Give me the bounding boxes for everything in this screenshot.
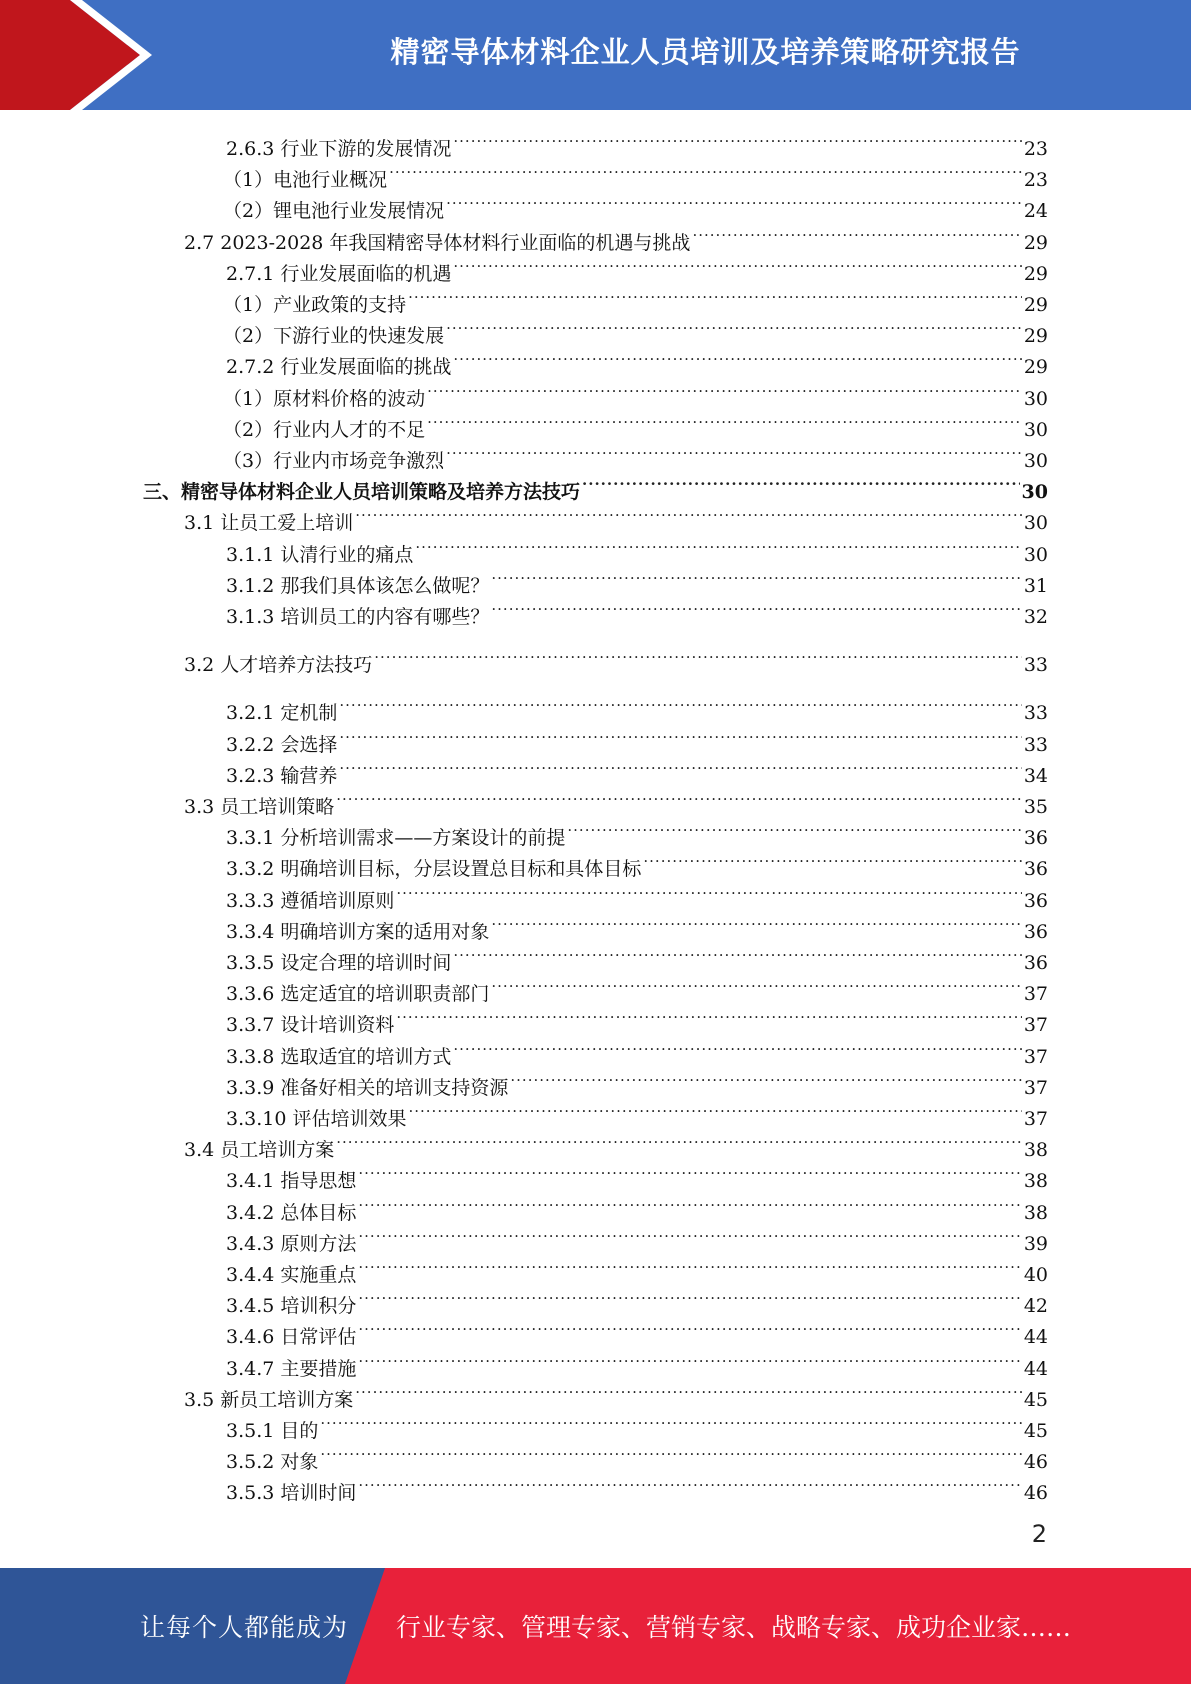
- toc-dot-leader: [389, 158, 1022, 186]
- toc-dot-leader: [320, 1440, 1021, 1468]
- toc-entry[interactable]: [223, 408, 1048, 441]
- toc-entry[interactable]: [184, 785, 1048, 818]
- toc-entry[interactable]: [184, 1128, 1048, 1162]
- toc-entry[interactable]: [226, 847, 1048, 881]
- toc-entry-page: 33: [1023, 702, 1048, 725]
- toc-entry-title: 3.3.5 设定合理的培训时间: [226, 952, 452, 974]
- toc-entry-title: 3.3.10 评估培训效果: [226, 1108, 407, 1130]
- toc-entry-page: 44: [1023, 1357, 1048, 1380]
- toc-entry-title: 3.4.2 总体目标: [226, 1201, 357, 1224]
- toc-dot-leader: [453, 345, 1021, 373]
- toc-entry[interactable]: [226, 1003, 1048, 1037]
- toc-dot-leader: [491, 972, 1021, 1000]
- toc-entry-page: 46: [1023, 1451, 1048, 1474]
- toc-entry-title: （1）电池行业概况: [223, 169, 388, 192]
- toc-entry-title: 3.4.3 原则方法: [226, 1232, 357, 1255]
- toc-entry[interactable]: [226, 972, 1048, 1006]
- toc-entry-title: 2.7 2023-2028 年我国精密导体材料行业面临的机遇与挑战: [184, 231, 691, 254]
- toc-entry-page: 37: [1023, 1014, 1048, 1037]
- toc-entry[interactable]: [226, 1097, 1048, 1130]
- toc-entry-page: 30: [1023, 512, 1048, 535]
- toc-entry-title: 3.3.4 明确培训方案的适用对象: [226, 920, 490, 943]
- toc-entry[interactable]: [226, 1440, 1048, 1474]
- toc-entry-title: （2）下游行业的快速发展: [223, 325, 445, 348]
- page-footer: [0, 1568, 1191, 1684]
- toc-entry[interactable]: [226, 564, 1048, 597]
- toc-entry-title: （1）产业政策的支持: [223, 294, 407, 316]
- toc-dot-leader: [692, 221, 1021, 249]
- toc-entry-title: 3.3.6 选定适宜的培训职责部门: [226, 983, 490, 1006]
- toc-entry-page: 45: [1023, 1388, 1048, 1411]
- toc-entry[interactable]: [226, 1066, 1048, 1099]
- toc-dot-leader: [491, 564, 1021, 592]
- toc-entry-title: 3.4.6 日常评估: [226, 1326, 357, 1349]
- toc-entry[interactable]: [226, 1315, 1048, 1349]
- toc-entry[interactable]: [184, 221, 1048, 254]
- toc-entry-page: 37: [1023, 1108, 1048, 1130]
- toc-entry-page: 29: [1023, 325, 1048, 348]
- toc-dot-leader: [355, 501, 1022, 529]
- toc-dot-leader: [358, 1315, 1021, 1343]
- toc-entry[interactable]: [226, 1347, 1048, 1380]
- toc-dot-leader: [358, 1222, 1021, 1250]
- toc-entry-title: （3）行业内市场竞争激烈: [223, 450, 445, 472]
- toc-entry[interactable]: [226, 691, 1048, 725]
- toc-entry-page: 29: [1023, 294, 1048, 316]
- toc-entry-page: 36: [1023, 858, 1048, 881]
- toc-dot-leader: [358, 1159, 1021, 1187]
- toc-entry-page: 36: [1023, 920, 1048, 943]
- toc-entry[interactable]: [226, 723, 1048, 756]
- toc-entry-title: 3.1.3 培训员工的内容有哪些？: [226, 606, 490, 628]
- toc-entry-title: 3.1.2 那我们具体该怎么做呢？: [226, 574, 490, 597]
- toc-dot-leader: [320, 1409, 1021, 1437]
- toc-entry-page: 30: [1023, 450, 1048, 472]
- toc-entry-page: 38: [1023, 1201, 1048, 1224]
- toc-entry-page: 32: [1023, 606, 1048, 628]
- toc-entry-title: 3.3.1 分析培训需求——方案设计的前提: [226, 827, 566, 850]
- document-title: 精密导体材料企业人员培训及培养策略研究报告: [390, 34, 1021, 69]
- toc-dot-leader: [339, 723, 1021, 751]
- toc-entry-title: 3.4.4 实施重点: [226, 1264, 357, 1286]
- toc-entry-page: 23: [1023, 138, 1048, 160]
- toc-entry-title: 3.4.1 指导思想: [226, 1170, 357, 1193]
- toc-entry[interactable]: [226, 941, 1048, 974]
- toc-dot-leader: [453, 252, 1021, 280]
- toc-entry-page: 40: [1023, 1264, 1048, 1286]
- toc-dot-leader: [446, 439, 1022, 467]
- toc-dot-leader: [446, 314, 1022, 342]
- toc-entry[interactable]: [226, 879, 1048, 912]
- toc-entry[interactable]: [226, 252, 1048, 285]
- toc-dot-leader: [358, 1253, 1021, 1281]
- toc-dot-leader: [453, 941, 1021, 969]
- toc-entry-title: （2）锂电池行业发展情况: [223, 200, 445, 223]
- toc-entry[interactable]: [226, 1284, 1048, 1318]
- toc-entry-title: 3.3.7 设计培训资料: [226, 1014, 395, 1037]
- toc-entry-page: 37: [1023, 983, 1048, 1006]
- toc-entry[interactable]: [226, 1159, 1048, 1193]
- toc-entry-title: 3.5.3 培训时间: [226, 1482, 357, 1505]
- toc-entry[interactable]: [226, 533, 1048, 566]
- toc-dot-leader: [567, 816, 1021, 844]
- toc-entry-page: 42: [1023, 1295, 1048, 1318]
- page-header: [0, 0, 1191, 110]
- toc-entry-title: （1）原材料价格的波动: [223, 387, 426, 410]
- toc-entry-page: 45: [1023, 1420, 1048, 1442]
- toc-entry[interactable]: [226, 345, 1048, 379]
- toc-entry-title: 2.6.3 行业下游的发展情况: [226, 138, 452, 160]
- toc-entry-title: 3.1 让员工爱上培训: [184, 512, 354, 535]
- toc-entry[interactable]: [226, 127, 1048, 160]
- toc-dot-leader: [396, 1003, 1021, 1031]
- toc-entry-page: 35: [1023, 796, 1048, 818]
- toc-dot-leader: [408, 1097, 1021, 1125]
- toc-entry-page: 44: [1023, 1326, 1048, 1349]
- toc-dot-leader: [427, 408, 1022, 436]
- toc-dot-leader: [491, 910, 1021, 938]
- toc-entry[interactable]: [184, 643, 1048, 677]
- toc-entry-title: 3.3.3 遵循培训原则: [226, 889, 395, 912]
- toc-dot-leader: [336, 1128, 1022, 1156]
- toc-entry-page: 24: [1023, 200, 1048, 223]
- toc-entry[interactable]: [143, 470, 1048, 504]
- footer-slogan-right: 行业专家、管理专家、营销专家、战略专家、成功企业家……: [396, 1613, 1072, 1642]
- toc-entry-title: 3.5 新员工培训方案: [184, 1388, 354, 1411]
- toc-dot-leader: [339, 754, 1021, 782]
- toc-entry-page: 30: [1023, 387, 1048, 410]
- toc-entry-page: 36: [1023, 952, 1048, 974]
- toc-entry-title: 3.2.1 定机制: [226, 702, 338, 725]
- toc-dot-leader: [374, 643, 1022, 671]
- toc-entry-title: （2）行业内人才的不足: [223, 418, 426, 441]
- toc-entry-title: 三、精密导体材料企业人员培训策略及培养方法技巧: [143, 481, 581, 504]
- toc-entry-page: 30: [1021, 481, 1048, 504]
- toc-entry-page: 39: [1023, 1232, 1048, 1255]
- toc-entry-page: 38: [1023, 1170, 1048, 1193]
- toc-entry[interactable]: [223, 314, 1048, 348]
- toc-entry-title: 3.5.2 对象: [226, 1451, 319, 1474]
- toc-dot-leader: [336, 785, 1022, 813]
- toc-entry[interactable]: [226, 1035, 1048, 1068]
- toc-entry-page: 29: [1023, 356, 1048, 379]
- toc-dot-leader: [491, 595, 1021, 623]
- toc-entry[interactable]: [223, 283, 1048, 316]
- toc-dot-leader: [396, 879, 1021, 907]
- toc-entry-title: 3.3.9 准备好相关的培训支持资源: [226, 1076, 509, 1099]
- toc-dot-leader: [643, 847, 1021, 875]
- toc-dot-leader: [358, 1347, 1021, 1375]
- toc-entry[interactable]: [223, 158, 1048, 192]
- toc-entry-title: 3.3.2 明确培训目标，分层设置总目标和具体目标: [226, 858, 642, 881]
- toc-dot-leader: [510, 1066, 1021, 1094]
- toc-entry[interactable]: [226, 910, 1048, 943]
- toc-entry-title: 3.5.1 目的: [226, 1420, 319, 1442]
- toc-entry-page: 33: [1023, 733, 1048, 756]
- toc-entry-page: 37: [1023, 1045, 1048, 1068]
- toc-entry-title: 2.7.1 行业发展面临的机遇: [226, 262, 452, 285]
- toc-entry[interactable]: [226, 1409, 1048, 1442]
- toc-entry[interactable]: [184, 1378, 1048, 1411]
- toc-dot-leader: [453, 1035, 1021, 1063]
- toc-dot-leader: [358, 1471, 1021, 1499]
- toc-dot-leader: [358, 1191, 1021, 1219]
- toc-entry-title: 3.4.7 主要措施: [226, 1357, 357, 1380]
- toc-entry[interactable]: [226, 754, 1048, 787]
- toc-entry-page: 37: [1023, 1076, 1048, 1099]
- toc-entry[interactable]: [226, 595, 1048, 628]
- toc-entry-title: 3.3.8 选取适宜的培训方式: [226, 1045, 452, 1068]
- toc-entry-page: 30: [1023, 543, 1048, 566]
- toc-entry-title: 3.4 员工培训方案: [184, 1139, 335, 1162]
- toc-entry[interactable]: [184, 501, 1048, 535]
- toc-entry[interactable]: [226, 1471, 1048, 1505]
- toc-dot-leader: [446, 189, 1022, 217]
- page-number: 2: [1031, 1520, 1047, 1548]
- toc-entry-page: 33: [1023, 654, 1048, 677]
- toc-entry-page: 36: [1023, 889, 1048, 912]
- toc-entry-title: 3.3 员工培训策略: [184, 796, 335, 818]
- toc-entry-title: 2.7.2 行业发展面临的挑战: [226, 356, 452, 379]
- toc-entry-title: 3.4.5 培训积分: [226, 1295, 357, 1318]
- toc-dot-leader: [339, 691, 1021, 719]
- toc-entry-title: 3.2.2 会选择: [226, 733, 338, 756]
- toc-entry-page: 46: [1023, 1482, 1048, 1505]
- toc-dot-leader: [415, 533, 1021, 561]
- toc-dot-leader: [355, 1378, 1022, 1406]
- toc-dot-leader: [358, 1284, 1021, 1312]
- toc-dot-leader: [427, 377, 1022, 405]
- toc-entry-page: 29: [1023, 231, 1048, 254]
- toc-entry-page: 36: [1023, 827, 1048, 850]
- toc-entry-title: 3.2.3 输营养: [226, 764, 338, 787]
- toc-entry-page: 30: [1023, 418, 1048, 441]
- toc-dot-leader: [408, 283, 1022, 311]
- toc-entry-page: 31: [1023, 574, 1048, 597]
- toc-entry[interactable]: [226, 1253, 1048, 1286]
- toc-entry-page: 23: [1023, 169, 1048, 192]
- toc-entry[interactable]: [223, 439, 1048, 472]
- toc-entry[interactable]: [226, 1222, 1048, 1255]
- toc-entry-page: 29: [1023, 262, 1048, 285]
- toc-entry-page: 34: [1023, 764, 1048, 787]
- toc-entry-page: 38: [1023, 1139, 1048, 1162]
- toc-entry[interactable]: [226, 816, 1048, 850]
- footer-slogan-left: 让每个人都能成为: [140, 1613, 349, 1642]
- toc-entry-title: 3.2 人才培养方法技巧: [184, 654, 373, 677]
- toc-entry-title: 3.1.1 认清行业的痛点: [226, 543, 414, 566]
- toc-dot-leader: [453, 127, 1021, 155]
- toc-entry[interactable]: [223, 189, 1048, 223]
- toc-entry[interactable]: [223, 377, 1048, 410]
- toc-dot-leader: [582, 470, 1020, 498]
- toc-entry[interactable]: [226, 1191, 1048, 1224]
